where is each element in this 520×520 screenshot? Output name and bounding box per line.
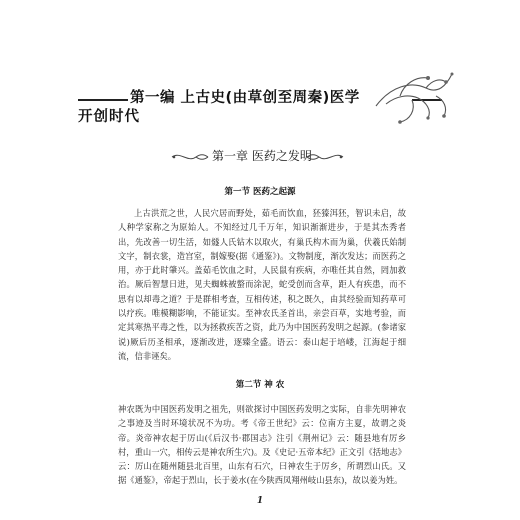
section-paragraph: 上古洪荒之世，人民穴居而野处，茹毛而饮血，狉獉洱狉，智识未启，故人种学家称之为原始人。不知经过几千万年，知识渐渐进步，于是其杰秀者出，先改善一切生活，如燧人氏钻木以取火，有巢氏构木而为巢，伏羲氏始制文字，制衣裳，造宫室，制嫁娶(据《通鉴》)。文物制度，渐次发达；而医药之用，亦于此时肇兴。盖茹毛饮血之时，人民鼠有疾病，亦唯任其自然，罔加救治。厥后智慧日进，见夫蜘蛛被螫而涂泥，蛇受创而含草，距人有疾患，而不思有以却毒之道？于是群相考查，互相传述，积之既久，由其经验而知药草可以疗疾。唯模糊影响，不能证实。至神农氏圣首出，亲尝百草，实地考验，而定其寒热平毒之性，以为拯救疾苦之资，此乃为中国医药发明之起源。(参诸家说)厥后历圣相承，逐渐改进，逐臻全盛。语云：泰山起于培嵝，江海起于细流，信非诬矣。 [118, 208, 406, 361]
left-flourish-icon [170, 150, 210, 164]
part-title: 第一编 上古史(由草创至周秦)医学 [130, 90, 360, 106]
page-number: 1 [256, 496, 264, 506]
section-paragraph: 神农既为中国医药发明之祖先，则欲探讨中国医药发明之实际，自非先明神农之事迹及当时环境状况不为功。考《帝王世纪》云：位南方主夏，故谓之炎帝。炎帝神农起于厉山(《后汉书·郡国志》注引《荆州记》云：随县地有厉乡村，重山一穴，相传云是神农所生穴)。及《史记·五帝本纪》正文引《括地志》云：厉山在随州随县北百里，山东有石穴，曰神农生于厉乡，所谓烈山氏。又据《通鉴》，帝起于烈山，长于姜水(在今陕西凤翔州岐山县东)，故以姜为姓。 [118, 404, 406, 486]
floral-ornament-icon [366, 66, 458, 130]
heading-rule-left [78, 99, 128, 101]
part-title-continuation: 开创时代 [78, 109, 140, 125]
section-title: 第一节 医药之起源 [224, 187, 296, 197]
section-title: 第二节 神 农 [235, 380, 285, 390]
right-flourish-icon [305, 150, 345, 164]
chapter-title: 第一章 医药之发明 [212, 149, 312, 163]
